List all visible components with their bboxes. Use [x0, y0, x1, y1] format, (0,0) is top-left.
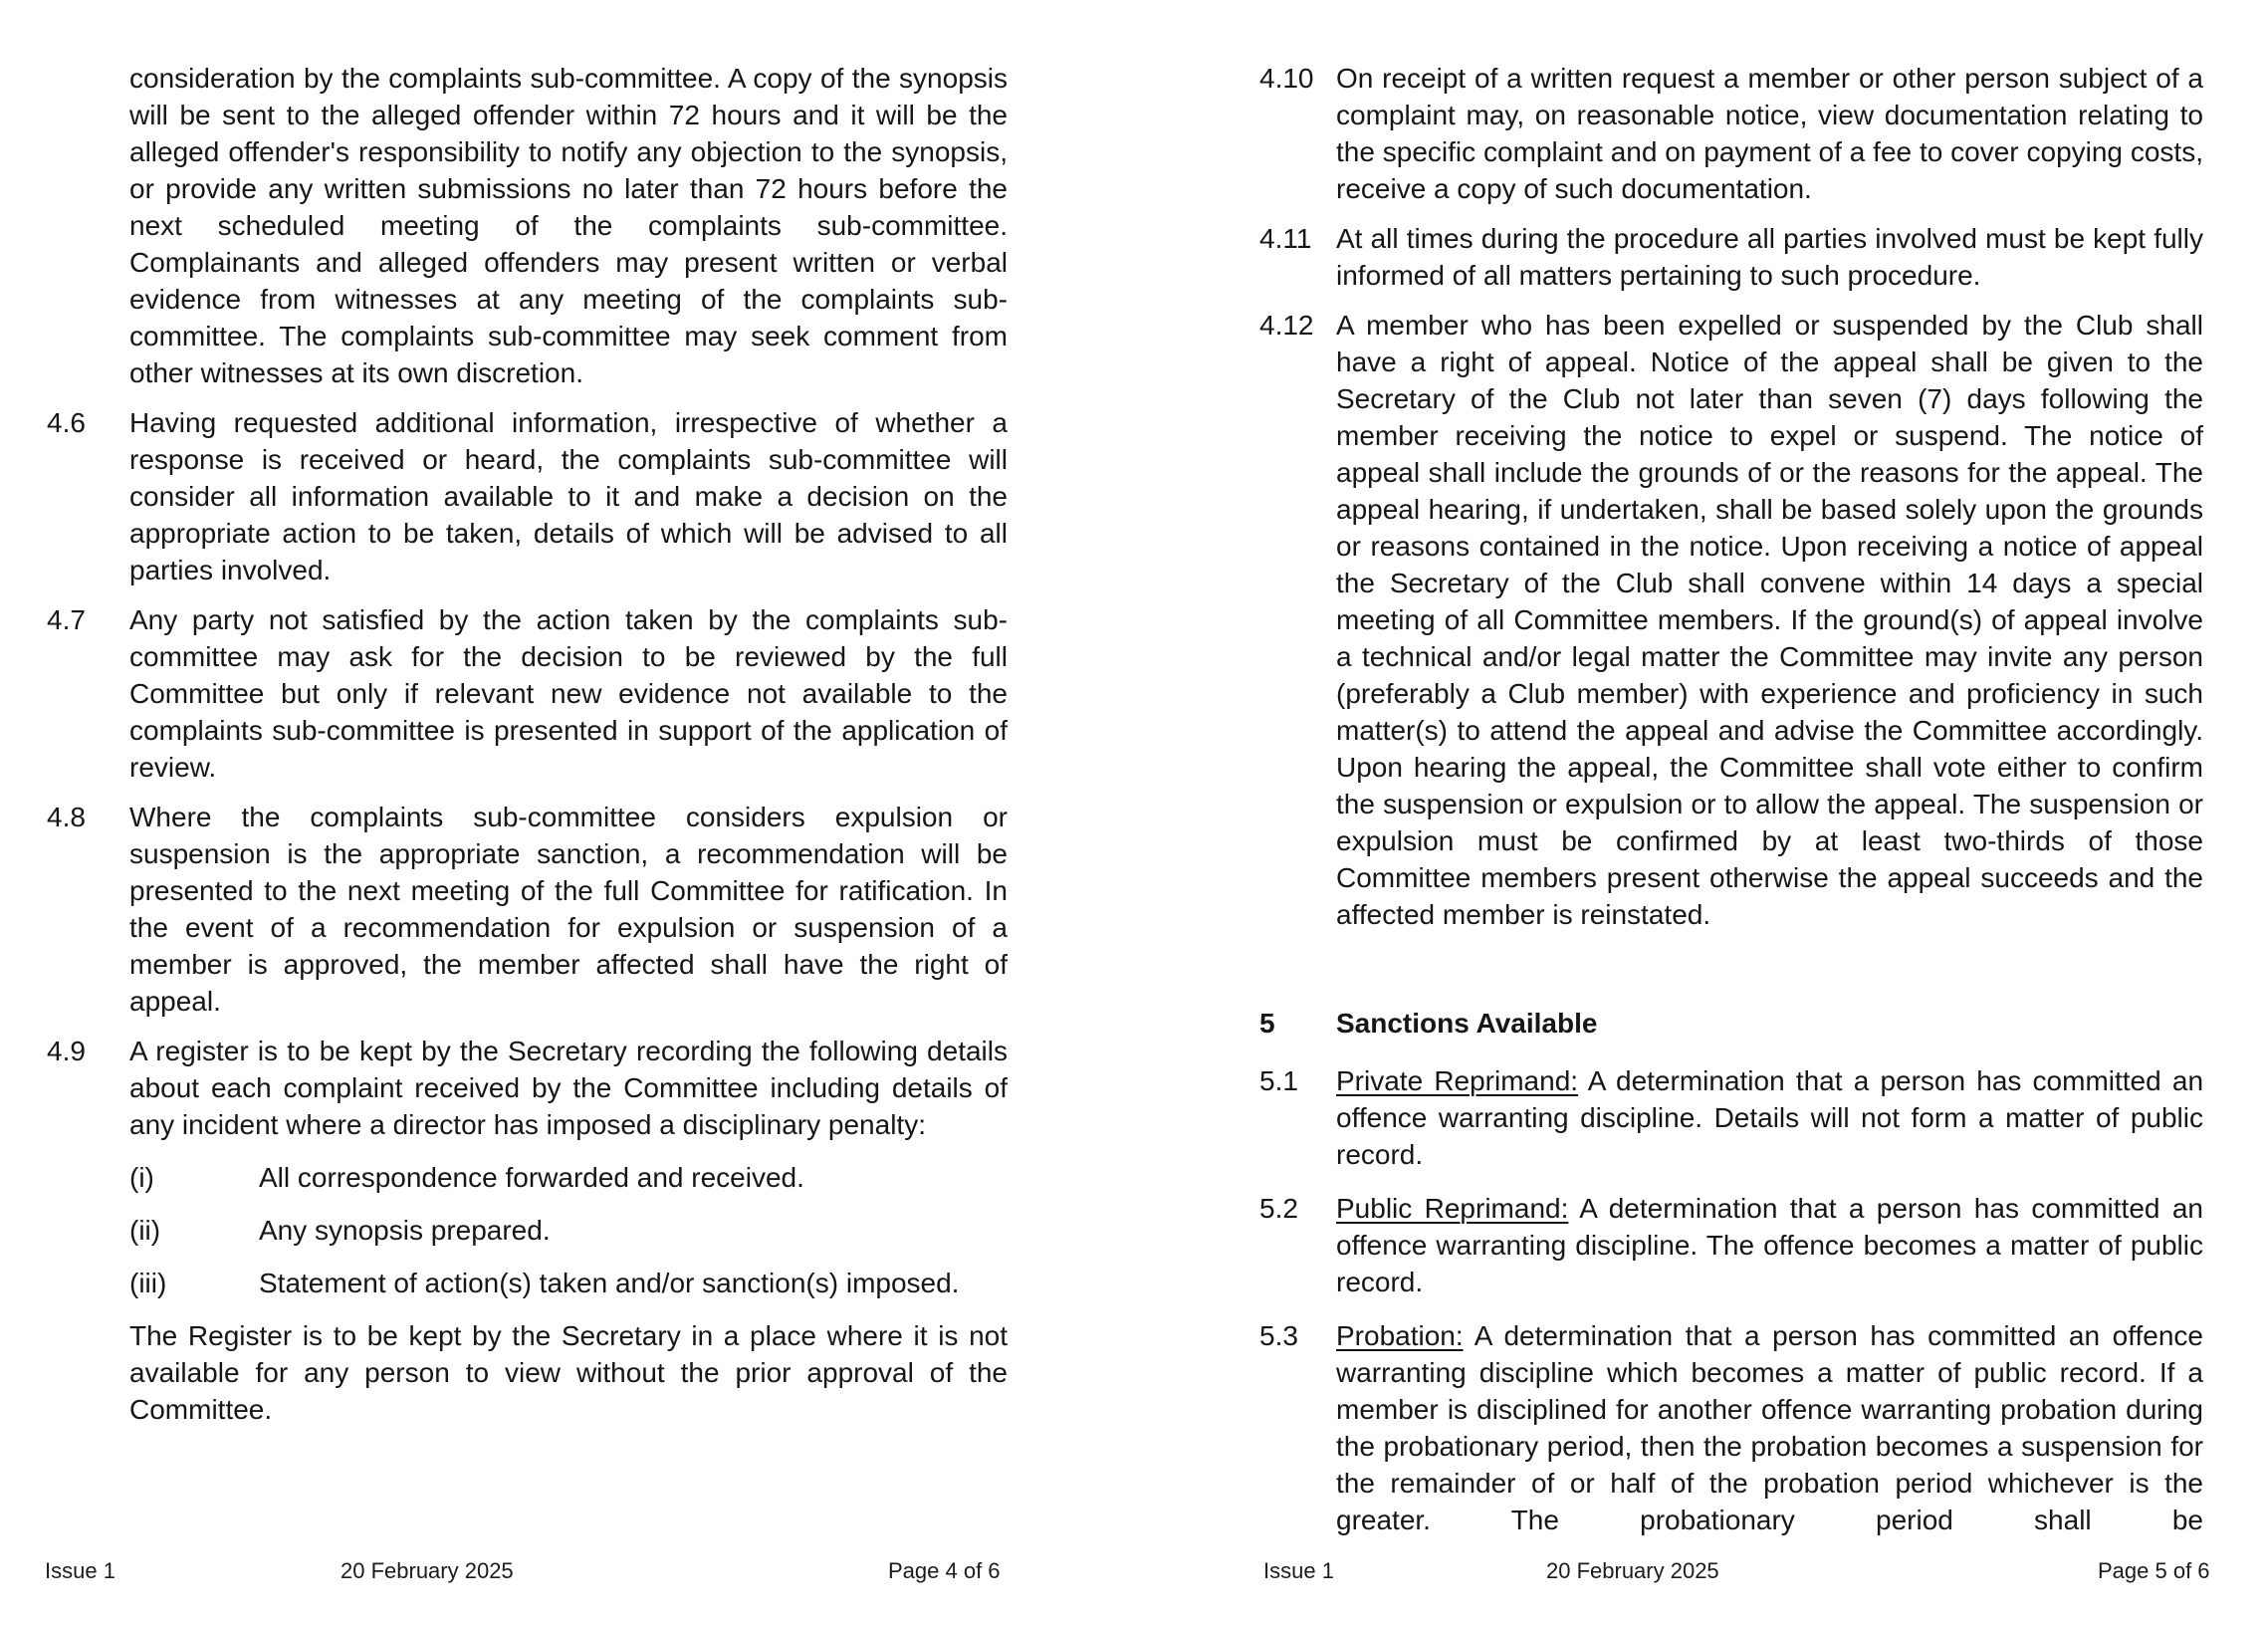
clause-412: [1259, 307, 2203, 933]
clause-number: 4.6: [47, 407, 86, 438]
clause-number: 4.7: [47, 604, 86, 635]
footer-page-number: Page 5 of 6: [2098, 1558, 2210, 1583]
clause-text: [259, 1265, 1008, 1301]
clause-body-text: Sanctions Available: [1336, 1008, 1598, 1039]
clause-body-text: All correspondence forwarded and received.: [259, 1162, 804, 1193]
clause-text: [1336, 1317, 2203, 1538]
page-5: [1134, 0, 2268, 1625]
section-heading-text: [1336, 1005, 2203, 1042]
clause-text: [259, 1212, 1008, 1249]
clause-body-text: Having requested additional information, irrespective of whether a response is received or heard, the complaints sub-committee will consider all information available to it and make a decision on the appropriate action to be taken, details of which will be advised to all parties involved.: [129, 407, 1008, 585]
closing-paragraph: [47, 1317, 1008, 1428]
clause-text: [259, 1159, 1008, 1196]
clause-body-text: At all times during the procedure all parties involved must be kept fully informed of all matters pertaining to such procedure.: [1336, 223, 2203, 291]
clause-51: [1259, 1062, 2203, 1173]
footer-page-number: Page 4 of 6: [888, 1558, 1001, 1583]
clause-number: 5.2: [1259, 1193, 1298, 1224]
section-number: 5: [1259, 1008, 1275, 1039]
clause-number: 4.12: [1259, 310, 1314, 341]
clause-410: [1259, 60, 2203, 207]
footer-issue-label: Issue 1: [45, 1558, 115, 1583]
clause-body-text: consideration by the complaints sub-committee. A copy of the synopsis will be sent to the alleged offender within 72 hours and it will be the alleged offender's responsibility to notify any objection to the synopsis, or provide any written submissions no later than 72 hours before the next scheduled meeting of the complaints sub-committee. Complainants and alleged offenders may present written or verbal evidence from witnesses at any meeting of the complaints sub-committee. The complaints sub-committee may seek comment from other witnesses at its own discretion.: [129, 63, 1008, 388]
clause-number: 4.8: [47, 802, 86, 832]
clause-body-text: On receipt of a written request a member or other person subject of a complaint may, on reasonable notice, view documentation relating to the specific complaint and on payment of a fee to cover copying costs, receive a copy of such documentation.: [1336, 63, 2203, 204]
clause-48: [47, 799, 1008, 1020]
clause-body-text: Any synopsis prepared.: [259, 1215, 551, 1246]
clause-i: [129, 1159, 1008, 1196]
underlined-sanction-term: Probation:: [1336, 1320, 1464, 1351]
footer-date: 20 February 2025: [340, 1558, 514, 1583]
page-5-content: [1259, 60, 2203, 1538]
clause-text: [1336, 1190, 2203, 1300]
section-heading-5: [1259, 1005, 2203, 1042]
clause-number: 4.10: [1259, 63, 1314, 94]
clause-number: (ii): [129, 1215, 161, 1246]
clause-number: (iii): [129, 1268, 167, 1298]
clause-body-text: Any party not satisfied by the action taken by the complaints sub-committee may ask for the decision to be reviewed by the full Committee but only if relevant new evidence not available to the complaints sub-committee is presented in support of the application of review.: [129, 604, 1008, 783]
clause-52: [1259, 1190, 2203, 1300]
clause-number: (i): [129, 1162, 154, 1193]
clause-iii: [129, 1265, 1008, 1301]
clause-ii: [129, 1212, 1008, 1249]
clause-number: 5.3: [1259, 1320, 1298, 1351]
clause-text: [129, 601, 1008, 786]
clause-53: [1259, 1317, 2203, 1538]
clause-text: [1336, 1062, 2203, 1173]
clause-body-text: Where the complaints sub-committee considers expulsion or suspension is the appropriate sanction, a recommendation will be presented to the next meeting of the full Committee for ratification. In the event of a recommendation for expulsion or suspension of a member is approved, the member affected shall have the right of appeal.: [129, 802, 1008, 1017]
clause-text: [129, 1033, 1008, 1143]
clause-body-text: A register is to be kept by the Secretary recording the following details about each complaint received by the Committee including details of any incident where a director has imposed a disciplinary penalty:: [129, 1036, 1008, 1140]
clause-body-text: The Register is to be kept by the Secretary in a place where it is not available for any person to view without the prior approval of the Committee.: [129, 1320, 1008, 1425]
clause-text: [1336, 60, 2203, 207]
clause-text: [129, 60, 1008, 391]
footer-issue-label: Issue 1: [1263, 1558, 1334, 1583]
clause-411: [1259, 220, 2203, 294]
page-4-content: [47, 60, 1008, 1428]
clause-body-text: Statement of action(s) taken and/or sanction(s) imposed.: [259, 1268, 960, 1298]
clause-46: [47, 404, 1008, 588]
clause-text: [129, 1317, 1008, 1428]
underlined-sanction-term: Public Reprimand:: [1336, 1193, 1569, 1224]
underlined-sanction-term: Private Reprimand:: [1336, 1065, 1579, 1096]
clause-body-text: A determination that a person has committed an offence warranting discipline which becomes a matter of public record. If a member is disciplined for another offence warranting probation during the probationary period, then the probation becomes a suspension for the remainder of or half of the probation period whichever is the greater. The probationary period shall be: [1336, 1320, 2203, 1535]
clause-text: [129, 799, 1008, 1020]
clause-number: 4.9: [47, 1036, 86, 1066]
clause-body-text: A member who has been expelled or suspended by the Club shall have a right of appeal. Notice of the appeal shall be given to the Secretary of the Club not later than seven (7) days following the member receiving the notice to expel or suspend. The notice of appeal shall include the grounds of or the reasons for the appeal. The appeal hearing, if undertaken, shall be based solely upon the grounds or reasons contained in the notice. Upon receiving a notice of appeal the Secretary of the Club shall convene within 14 days a special meeting of all Committee members. If the ground(s) of appeal involve a technical and/or legal matter the Committee may invite any person (preferably a Club member) with experience and proficiency in such matter(s) to attend the appeal and advise the Committee accordingly. Upon hearing the appeal, the Committee shall vote either to confirm the suspension or expulsion or to allow the appeal. The suspension or expulsion must be confirmed by at least two-thirds of those Committee members present otherwise the appeal succeeds and the affected member is reinstated.: [1336, 310, 2203, 930]
clause-text: [1336, 307, 2203, 933]
clause-text: [1336, 220, 2203, 294]
clause-number: 5.1: [1259, 1065, 1298, 1096]
clause-number: 4.11: [1259, 223, 1312, 254]
clause-47: [47, 601, 1008, 786]
clause-text: [129, 404, 1008, 588]
clause-49: [47, 1033, 1008, 1143]
clause-body-text: A determination that a person has committed an offence warranting discipline. Details will not form a matter of public record.: [1336, 1065, 2204, 1170]
clause-body-text: A determination that a person has committed an offence warranting discipline. The offence becomes a matter of public record.: [1336, 1193, 2203, 1297]
footer-date: 20 February 2025: [1546, 1558, 1719, 1583]
continuation-paragraph: [47, 60, 1008, 391]
